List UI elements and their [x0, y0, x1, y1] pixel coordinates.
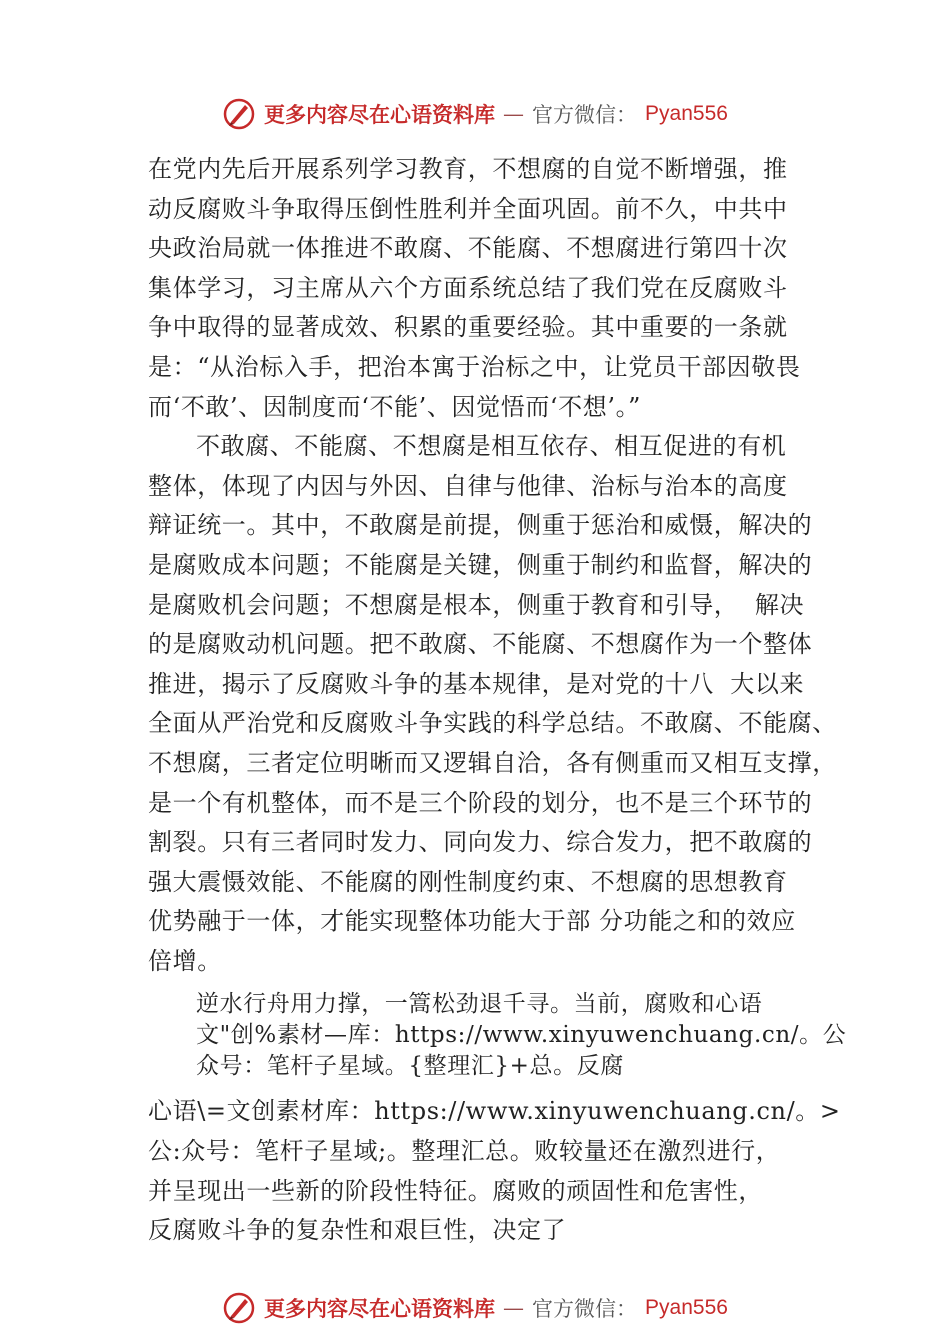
text-line: 倍增。	[148, 946, 222, 975]
pen-logo-icon	[222, 97, 256, 131]
text-line: 并呈现出一些新的阶段性特征。腐败的顽固性和危害性，	[148, 1176, 763, 1205]
text-line: 心语\=文创素材库：https://www.xinyuwenchuang.cn/。>	[148, 1097, 841, 1126]
text-line: 而‘不敢’、因制度而‘不能’、因觉悟而‘不想’。”	[148, 392, 642, 421]
text-line: 公:众号：笔杆子星域;。整理汇总。败较量还在激烈进行，	[148, 1137, 781, 1166]
pen-logo-icon	[222, 1291, 256, 1325]
text-line: 辩证统一。其中，不敢腐是前提，侧重于惩治和威慑，解决的	[148, 511, 813, 540]
text-line: 不想腐，三者定位明晰而又逻辑自洽，各有侧重而又相互支撑，	[148, 748, 837, 777]
text-line: 推进，揭示了反腐败斗争的基本规律，是对党的十八 大以来	[148, 669, 805, 698]
text-line: 在党内先后开展系列学习教育，不想腐的自觉不断增强，推	[148, 155, 788, 183]
banner-title: 更多内容尽在心语资料库	[264, 1296, 496, 1321]
text-line: 是：“从治标入手，把治本寓于治标之中，让党员干部因敬畏	[148, 352, 801, 381]
banner-separator: —	[503, 102, 525, 126]
text-line: 逆水行舟用力撑，一篙松劲退千寻。当前，腐败和心语	[196, 991, 763, 1018]
text-line: 割裂。只有三者同时发力、同向发力、综合发力，把不敢腐的	[148, 828, 813, 857]
text-line: 反腐败斗争的复杂性和艰巨性，决定了	[148, 1216, 567, 1245]
document-body	[148, 150, 848, 1251]
text-line: 是腐败成本问题；不能腐是关键，侧重于制约和监督，解决的	[148, 550, 813, 579]
banner-wechat-label: 官方微信：	[532, 103, 638, 127]
text-line: 优势融于一体，才能实现整体功能大于部 分功能之和的效应	[148, 907, 796, 936]
banner-title: 更多内容尽在心语资料库	[264, 102, 496, 127]
text-line: 全面从严治党和反腐败斗争实践的科学总结。不敢腐、不能腐、	[148, 709, 837, 738]
text-line: 动反腐败斗争取得压倒性胜利并全面巩固。前不久，中共中	[148, 194, 788, 223]
paragraph-1	[148, 150, 848, 427]
text-line: 整体，体现了内因与外因、自律与他律、治标与治本的高度	[148, 471, 788, 500]
text-line: 集体学习，习主席从六个方面系统总结了我们党在反腐败斗	[148, 273, 788, 302]
paragraph-2	[148, 427, 848, 981]
banner-wechat-label: 官方微信：	[532, 1297, 638, 1321]
text-line: 是腐败机会问题；不想腐是根本，侧重于教育和引导， 解决	[148, 590, 805, 619]
header-banner	[0, 94, 950, 134]
banner-separator: —	[503, 1296, 525, 1320]
banner-wechat-id: Pyan556	[645, 102, 728, 125]
text-line: 的是腐败动机问题。把不敢腐、不能腐、不想腐作为一个整体	[148, 630, 813, 659]
text-line: 文"创%素材—库：https://www.xinyuwenchuang.cn/。公	[196, 1022, 847, 1049]
banner-wechat-id: Pyan556	[645, 1296, 728, 1319]
paragraph-4	[148, 1092, 848, 1250]
text-line: 争中取得的显著成效、积累的重要经验。其中重要的一条就	[148, 313, 788, 342]
text-line: 央政治局就一体推进不敢腐、不能腐、不想腐进行第四十次	[148, 234, 788, 263]
text-line: 不敢腐、不能腐、不想腐是相互依存、相互促进的有机	[196, 432, 787, 461]
paragraph-3	[148, 989, 848, 1082]
text-line: 强大震慑效能、不能腐的刚性制度约束、不想腐的思想教育	[148, 867, 788, 896]
text-line: 是一个有机整体，而不是三个阶段的划分，也不是三个环节的	[148, 788, 813, 817]
text-line: 众号：笔杆子星域。{整理汇}+总。反腐	[196, 1053, 624, 1080]
footer-banner	[0, 1288, 950, 1328]
